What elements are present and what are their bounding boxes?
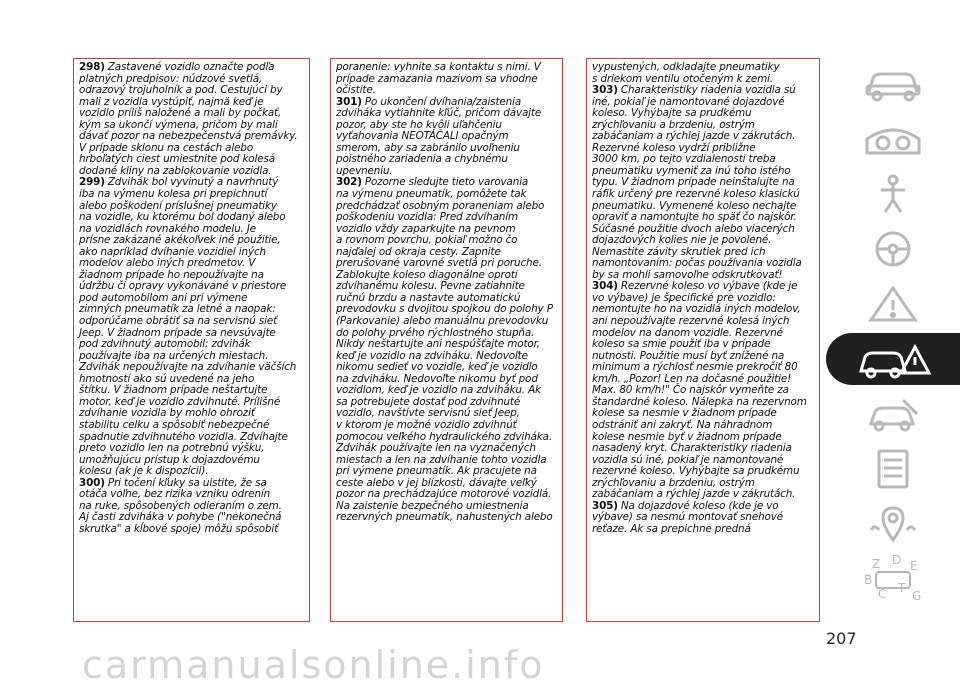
note-paragraph	[592, 501, 815, 536]
text-line: predchádzať osobným poraneniam alebo	[336, 199, 545, 212]
text-line: Zablokujte koleso diagonálne oproti	[336, 268, 518, 281]
text-column-2	[330, 58, 563, 622]
emergency-icon	[853, 337, 933, 381]
technical-data-icon	[863, 449, 923, 489]
warning-lights-icon	[863, 284, 923, 324]
text-line: na vozidle, ku ktorému bol dodaný alebo	[79, 211, 286, 224]
text-line: Zastavené vozidlo označte podľa	[107, 61, 275, 73]
text-line: nemontujte ho na vozidlá iných modelov,	[592, 303, 801, 316]
note-paragraph	[79, 62, 305, 177]
text-line: Rezervné koleso vo výbave (kde je	[620, 280, 798, 293]
text-line: modelov alebo iných predmetov. V	[79, 257, 256, 270]
chapter-tab-warning-lights[interactable]	[826, 278, 960, 330]
text-line: ráfik určený pre rezervné koleso klasickú	[592, 188, 800, 201]
text-line: 3000 km, po tejto vzdialenosti treba	[592, 153, 776, 166]
text-line: vozidlo príliš naložené a mali by počkať,	[79, 107, 282, 120]
note-paragraph	[592, 62, 815, 85]
text-line: poranenie: vyhnite sa kontaktu s nimi. V	[336, 61, 541, 73]
text-line: typu. V žiadnom prípade neinštalujte na	[592, 176, 795, 189]
text-line: vyťahovania NEOTÁČALI opačným	[336, 130, 509, 143]
text-line: dojazdových kolies nie je povolené.	[592, 234, 772, 247]
footnote-number: 302)	[336, 176, 362, 189]
text-line: mali z vozidla vystúpiť, najmä keď je	[79, 95, 264, 108]
text-line: zabáčaniam a rýchlej jazde v zákrutách.	[592, 488, 796, 501]
text-line: dodané kliny na zablokovanie vozidla.	[79, 164, 272, 177]
chapter-tab-multimedia[interactable]	[826, 498, 960, 550]
text-line: spadnutie zdvihnutého vozidla. Zdvíhajte	[79, 430, 288, 443]
footnote-number: 304)	[592, 280, 618, 293]
text-line: nikomu sedieť vo vozidle, keď je vozidlo	[336, 361, 538, 374]
note-paragraph	[592, 281, 815, 500]
chapter-tab-starting-driving[interactable]	[826, 223, 960, 275]
text-line: km/h. „Pozor! Len na dočasné použitie!	[592, 372, 792, 385]
text-line: nutnosti. Použitie musí byť znížené na	[592, 349, 785, 362]
text-line: namontovaním: počas používania vozidla	[592, 257, 802, 270]
text-line: zimných pneumatík za letné a naopak:	[79, 303, 276, 316]
text-line: preto vozidlo len na potrebnú výšku,	[79, 442, 265, 455]
text-line: Zdvihák používajte len na vyznačených	[336, 442, 536, 455]
text-line: ako napríklad dvíhanie vozidiel iných	[79, 245, 266, 258]
text-line: vozidlo, navštívte servisnú sieť Jeep,	[336, 407, 520, 420]
watermark: carmanualsonline.info	[82, 643, 545, 687]
text-line: očistite.	[336, 84, 376, 97]
text-column-3	[586, 58, 820, 622]
index-letter: B	[864, 573, 873, 587]
text-line: údržbu či opravy vykonávané v priestore	[79, 280, 287, 293]
text-line: používajte iba na určených miestach.	[79, 349, 269, 362]
note-paragraph	[336, 62, 558, 97]
chapter-tab-car-overview[interactable]	[826, 58, 960, 110]
text-line: hrboľatých ciest umiestnite pod kolesá	[79, 153, 275, 166]
text-line: ručnú brzdu a nastavte automatickú	[336, 291, 521, 304]
text-line: na ruke, spôsobených odieraním o zem.	[79, 499, 282, 512]
car-overview-icon	[863, 64, 923, 104]
text-line: minimum a rýchlosť nesmie prekročiť 80	[592, 361, 798, 374]
text-line: keď je vozidlo na zdviháku. Nedovoľte	[336, 349, 528, 362]
text-line: Zdvihák bol vyvinutý a navrhnutý	[107, 176, 279, 189]
text-line: pneumatiku vymeniť za inú toho istého	[592, 164, 791, 177]
index-letter: G	[912, 589, 922, 603]
text-line: Na dojazdové koleso (kde je vo	[620, 499, 779, 512]
text-line: kolese sa nesmie v žiadnom prípade	[592, 407, 777, 420]
text-line: v ktorom je možné vozidlo zdvihnúť	[336, 418, 517, 431]
text-line: zabáčaniam a rýchlej jazde v zákrutách.	[592, 130, 796, 143]
text-line: vozidla sú iné, pokiaľ je namontované	[592, 453, 784, 466]
text-line: prísne zakázané akékoľvek iné použitie,	[79, 234, 281, 247]
text-line: modelov na danom vozidle. Rezervné	[592, 326, 783, 339]
note-paragraph	[79, 177, 305, 477]
text-line: skrutka" a kĺbové spoje) môžu spôsobiť	[79, 522, 279, 535]
text-line: odrazový trojuholník a pod. Cestujúci by	[79, 84, 283, 97]
text-line: poškodeniu vozidla: Pred zdvíhaním	[336, 211, 518, 224]
text-line: rezervné koleso. Vyhýbajte sa prudkému	[592, 465, 800, 478]
text-line: kolese nesmie byť v žiadnom prípade	[592, 430, 782, 443]
text-line: rezervných pneumatík, nahustených alebo	[336, 511, 553, 524]
text-line: vo výbave) je špecifické pre vozidlo:	[592, 291, 776, 304]
text-line: prevodovku s dvojitou spojkou do polohy P	[336, 303, 553, 316]
text-line: kým sa ukončí výmena, pričom by mali	[79, 118, 278, 131]
text-line: hmotností ako sú uvedené na jeho	[79, 372, 255, 385]
safety-icon	[863, 174, 923, 214]
text-line: žiadnom prípade ho nepoužívajte na	[79, 268, 264, 281]
text-line: pod zdvihnutý automobil: zdvihák	[79, 338, 251, 351]
text-line: Rezervné koleso vydrží približne	[592, 141, 756, 154]
text-line: štítku. V žiadnom prípade neštartujte	[79, 384, 268, 397]
chapter-tab-emergency[interactable]	[826, 333, 960, 385]
text-line: na zdviháku. Nedovoľte nikomu byť pod	[336, 372, 538, 385]
note-paragraph	[79, 478, 305, 536]
text-line: pri výmene pneumatík. Ak pracujete na	[336, 465, 537, 478]
text-line: Pri točení kľuky sa uistite, že sa	[107, 476, 267, 489]
page-number: 207	[826, 629, 857, 648]
text-line: Na zaistenie bezpečného umiestnenia	[336, 499, 529, 512]
text-line: odstrániť ani zakryť. Na náhradnom	[592, 418, 773, 431]
text-line: koleso. Vyhýbajte sa prudkému	[592, 107, 752, 120]
text-line: a rovnom povrchu, pokiaľ možno čo	[336, 234, 518, 247]
text-line: Pozorne sledujte tieto varovania	[364, 176, 529, 189]
multimedia-icon	[863, 504, 923, 544]
text-line: reťaze. Ak sa prepichne predná	[592, 522, 751, 535]
text-line: alebo poškodení príslušnej pneumatiky	[79, 199, 277, 212]
chapter-tab-alphabetical-index[interactable]	[826, 553, 960, 605]
note-paragraph	[336, 97, 558, 178]
text-line: zdvíhanému kolesu. Pevne zatiahnite	[336, 280, 525, 293]
chapter-tab-safety[interactable]	[826, 168, 960, 220]
text-line: Charakteristiky riadenia vozidla sú	[620, 84, 796, 97]
starting-driving-icon	[863, 229, 923, 269]
dashboard-gauge-icon	[863, 119, 923, 159]
text-line: iba na výmenu kolesa pri prepichnutí	[79, 188, 268, 201]
text-line: do polohy prvého rýchlostného stupňa.	[336, 326, 535, 339]
text-line: upevneniu.	[336, 164, 393, 177]
maintenance-icon	[863, 394, 923, 434]
text-line: ani nepoužívajte rezervné kolesá iných	[592, 315, 790, 328]
text-line: by sa mohli samovoľne odskrutkovať!	[592, 268, 783, 281]
text-line: prerušované varovné svetlá pri poruche.	[336, 257, 542, 270]
text-line: na výmenu pneumatík, pomôžete tak	[336, 188, 527, 201]
text-line: Jeep. V žiadnom prípade sa nevsúvajte	[79, 326, 276, 339]
text-line: V prípade sklonu na cestách alebo	[79, 141, 254, 154]
text-line: na vozidlách rovnakého modelu. Je	[79, 222, 256, 235]
footnote-number: 300)	[79, 476, 105, 489]
text-line: pneumatiku. Vymenené koleso nechajte	[592, 199, 797, 212]
text-line: Súčasné použitie dvoch alebo viacerých	[592, 222, 795, 235]
index-letter: Z	[872, 557, 881, 571]
footnote-number: 301)	[336, 95, 362, 108]
text-line: nasadený kryt. Charakteristiky riadenia	[592, 442, 792, 455]
text-line: zdviháka vytiahnite kľúč, pričom dávajte	[336, 107, 542, 120]
text-line: motor, keď je vozidlo zdvihnuté. Prílišné	[79, 395, 281, 408]
index-letter: E	[910, 559, 918, 573]
text-line: zrýchľovaniu a brzdeniu, ostrým	[592, 118, 755, 131]
text-line: štandardné koleso. Nálepka na rezervnom	[592, 395, 807, 408]
note-paragraph	[592, 85, 815, 281]
text-line: zdvíhanie vozidla by mohlo ohroziť	[79, 407, 255, 420]
text-line: smerom, aby sa zabránilo uvoľneniu	[336, 141, 520, 154]
index-letter: C	[878, 587, 887, 601]
text-line: výbave) sa nesmú montovať snehové	[592, 511, 783, 524]
text-line: (Parkovanie) alebo manuálnu prevodovku	[336, 315, 549, 328]
chapter-tab-dashboard[interactable]	[826, 113, 960, 165]
text-line: otáča voľne, bez rizika vzniku odrenín	[79, 488, 271, 501]
text-line: s driekom ventilu otočeným k zemi.	[592, 72, 773, 85]
text-line: pozor na prechádzajúce motorové vozidlá.	[336, 488, 552, 501]
text-line: najďalej od okraja cesty. Zapnite	[336, 245, 501, 258]
text-line: Zdvihák nepoužívajte na zdvíhanie väčších	[79, 361, 297, 374]
text-line: pod automobilom ani pri výmene	[79, 291, 248, 304]
text-line: iné, pokiaľ je namontované dojazdové	[592, 95, 785, 108]
text-line: Nikdy neštartujte ani nespúšťajte motor,	[336, 338, 540, 351]
text-line: umožňujúcu prístup k dojazdovému	[79, 453, 260, 466]
index-letter: D	[892, 554, 902, 567]
text-line: pomocou veľkého hydraulického zdviháka.	[336, 430, 553, 443]
text-line: Po ukončení dvíhania/zaistenia	[364, 95, 522, 108]
text-line: stabilitu celku a spôsobiť nebezpečné	[79, 418, 270, 431]
text-column-1	[73, 58, 310, 622]
index-letter: T	[898, 581, 906, 595]
text-line: Max. 80 km/h!" Čo najskôr vymeňte za	[592, 384, 789, 397]
text-line: prípade zamazania mazivom sa vhodne	[336, 72, 538, 85]
text-line: sa potrebujete dostať pod zdvihnuté	[336, 395, 521, 408]
text-line: miestach a len na zdvíhanie tohto vozidla	[336, 453, 547, 466]
text-line: dávať pozor na nebezpečenstvá premávky.	[79, 130, 298, 143]
text-line: vozidlom, keď je vozidlo na zdviháku. Ak	[336, 384, 541, 397]
text-line: Nemastite závity skrutiek pred ich	[592, 245, 766, 258]
footnote-number: 299)	[79, 176, 105, 189]
text-line: Aj časti zdviháka v pohybe ("nekonečná	[79, 511, 282, 524]
text-line: odporúčame obrátiť sa na servisnú sieť	[79, 315, 277, 328]
text-line: kolesu (ak je k dispozícii).	[79, 465, 209, 478]
note-paragraph	[336, 177, 558, 523]
footnote-number: 303)	[592, 84, 618, 97]
text-line: opraviť a namontujte ho späť čo najskôr.	[592, 211, 797, 224]
text-line: platných predpisov: núdzové svetlá,	[79, 72, 263, 85]
chapter-tab-technical-data[interactable]	[826, 443, 960, 495]
text-line: koleso sa smie použiť iba v prípade	[592, 338, 771, 351]
alphabetical-index-icon	[858, 554, 928, 604]
text-line: vypustených, odkladajte pneumatiky	[592, 61, 780, 73]
text-line: poistného zariadenia a chybnému	[336, 153, 508, 166]
text-line: vozidlo vždy zaparkujte na pevnom	[336, 222, 516, 235]
footnote-number: 298)	[79, 61, 105, 73]
text-line: pozor, aby ste ho kvôli uľahčeniu	[336, 118, 502, 131]
text-line: zrýchľovaniu a brzdeniu, ostrým	[592, 476, 755, 489]
text-line: ceste alebo v jej blízkosti, dávajte veľký	[336, 476, 537, 489]
chapter-tab-maintenance[interactable]	[826, 388, 960, 440]
footnote-number: 305)	[592, 499, 618, 512]
